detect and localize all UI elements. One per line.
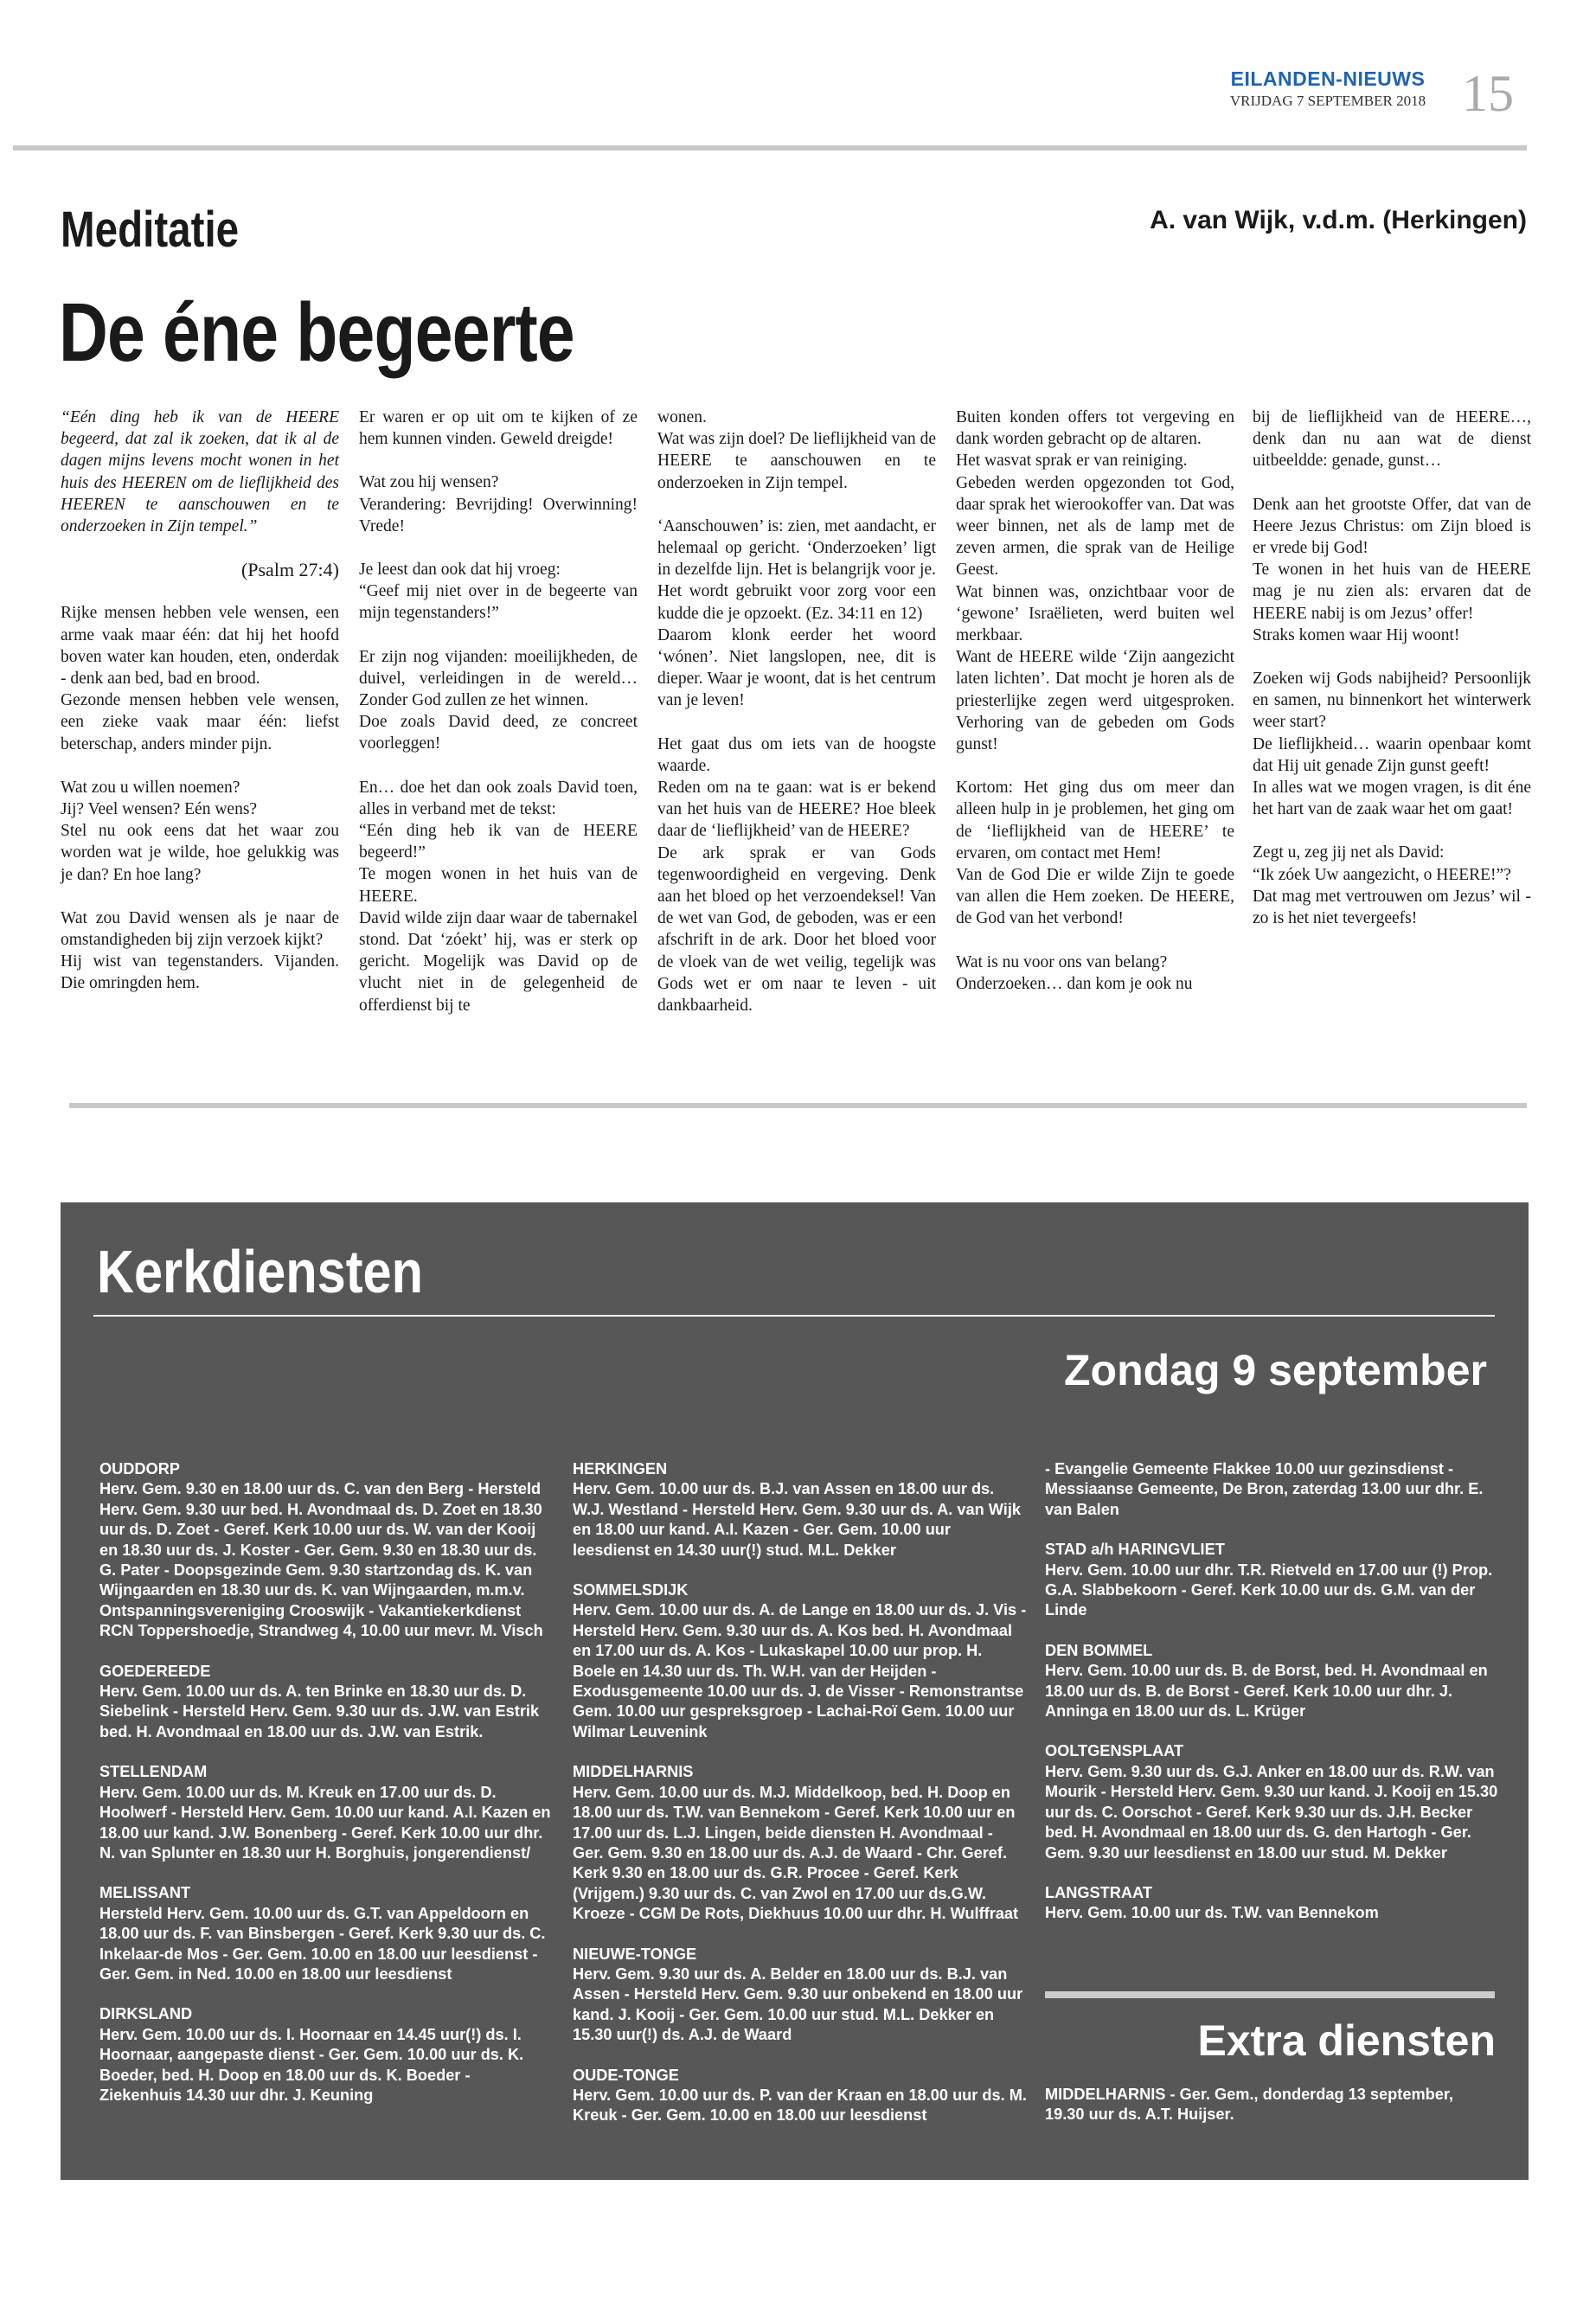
service-entry [99,1459,554,1642]
service-entry [1045,1641,1499,1722]
article-paragraph: Er zijn nog vijanden: moeilijkheden, de duivel, verleidingen in de wereld… Zonder God zullen ze het winnen. Doe zoals David deed, ze concreet voorleggen! [359,647,638,753]
service-details: Herv. Gem. 10.00 uur dhr. T.R. Rietveld en 17.00 uur (!) Prop. G.A. Slabbekoorn - Geref. Kerk 10.00 uur ds. G.M. van der Linde [1045,1561,1493,1619]
service-details: Herv. Gem. 9.30 uur ds. A. Belder en 18.00 uur ds. B.J. van Assen - Hersteld Herv. Gem. 9.30 uur onbekend en 18.00 uur kand. J. Kooij - Ger. Gem. 10.00 uur stud. M.L. Dekker en 15.30 uur(!) ds. A.J. de Waard [573,1965,1023,2044]
column-paragraphs [61,602,339,994]
services-column-3 [1045,1459,1499,1944]
service-place: SOMMELSDIJK [573,1581,689,1599]
service-entry [1045,1741,1499,1862]
service-details: Herv. Gem. 10.00 uur ds. T.W. van Bennekom [1045,1904,1379,1922]
newspaper-logo: EILANDEN-NIEUWS [1230,67,1426,90]
kerkdiensten-title: Kerkdiensten [97,1238,423,1305]
kerkdiensten-box [61,1202,1529,2180]
article-paragraph: Er waren er op uit om te kijken of ze hem kunnen vinden. Geweld dreigde! [359,408,638,449]
service-details: Hersteld Herv. Gem. 10.00 uur ds. G.T. van Appeldoorn en 18.00 uur ds. F. van Binsbergen - Geref. Kerk 9.30 uur ds. C. Inkelaar-de Mos - Ger. Gem. 10.00 en 18.00 uur leesdienst - Ger. Gem. in Ned. 10.00 en 18.00 uur leesdienst [99,1904,546,1983]
service-place: LANGSTRAAT [1045,1883,1152,1901]
masthead [1228,67,1427,110]
service-entry [1045,1540,1499,1621]
top-divider [13,145,1527,151]
extra-services-title: Extra diensten [1197,2016,1496,2065]
article-paragraph: Het gaat dus om iets van de hoogste waarde. Reden om na te gaan: wat is er bekend van het huis van de HEERE? Hoe bleek daar de ‘lieflijkheid’ van de HEERE? De ark sprak er van Gods tegenwoordigheid en vergeving. Denk aan het bloed op het verzoendeksel! Van de wet van God, de geboden, was er een afschrift in de ark. Door het bloed voor de vloek van de wet veilig, tegelijk was Gods wet er om naar te leven - uit dankbaarheid. [657,734,936,1016]
article-paragraph: Wat zou u willen noemen? Jij? Veel wensen? Eén wens? Stel nu ook eens dat het waar zou worden wat je wilde, hoe gelukkig was je dan? En hoe lang? [61,778,339,884]
extra-services-text: MIDDELHARNIS - Ger. Gem., donderdag 13 september, 19.30 uur ds. A.T. Huijser. [1045,2086,1453,2124]
service-details: Herv. Gem. 10.00 uur ds. M.J. Middelkoop, bed. H. Doop en 18.00 uur ds. T.W. van Bennekom - Geref. Kerk 10.00 uur en 17.00 uur ds. L.J. Lingen, beide diensten H. Avondmaal - Ger. Gem. 9.30 en 18.00 uur ds. A.J. de Waard - Chr. Geref. Kerk 9.30 en 18.00 uur ds. G.R. Procee - Geref. Kerk (Vrijgem.) 9.30 uur ds. C. van Zwol en 17.00 uur ds.G.W. Kroeze - CGM De Rots, Diekhuus 10.00 uur dhr. H. Wulffraat [573,1783,1019,1923]
article-paragraph: En… doe het dan ook zoals David toen, alles in verband met de tekst: “Eén ding heb ik van de HEERE begeerd!” Te mogen wonen in het huis van de HEERE. David wilde zijn daar waar de tabernakel stond. Dat ‘zóekt’ hij, was er sterk op gericht. Mogelijk was David op de vlucht niet in de gelegenheid de offerdienst bij te [359,778,638,1015]
service-details: Herv. Gem. 10.00 uur ds. B.J. van Assen en 18.00 uur ds. W.J. Westland - Hersteld Herv. Gem. 9.30 uur ds. A. van Wijk en 18.00 uur kand. A.I. Kazen - Ger. Gem. 10.00 uur leesdienst en 14.30 uur(!) stud. M.L. Dekker [573,1480,1021,1559]
service-entry [99,1662,554,1743]
service-place: MIDDELHARNIS [573,1763,694,1781]
section-divider [69,1103,1527,1108]
article-headline: De éne begeerte [59,286,574,379]
kerkdiensten-rule [93,1315,1495,1317]
service-entry [573,2066,1027,2126]
service-entry [99,1762,554,1863]
article-paragraph: Wat zou David wensen als je naar de omstandigheden bij zijn verzoek kijkt? Hij wist van tegenstanders. Vijanden. Die omringden hem. [61,908,339,993]
service-entry [1045,1459,1499,1520]
article-paragraph: ‘Aanschouwen’ is: zien, met aandacht, er helemaal op gericht. ‘Onderzoeken’ ligt in dezelfde lijn. Het is belangrijk voor je. Het wordt gebruikt voor zorg voor een kudde die je opzoekt. (Ez. 34:11 en 12) Daarom klonk eerder het woord ‘wónen’. Niet langslopen, nee, dit is dieper. Waar je woont, dat is het centrum van je leven! [657,516,936,710]
service-place: OUDDORP [99,1460,180,1477]
service-place: MELISSANT [99,1884,191,1902]
service-entry [573,1459,1027,1561]
article-paragraph: Kortom: Het ging dus om meer dan alleen hulp in je problemen, het ging om de ‘lieflijkheid van de HEERE’ te ervaren, om contact met Hem! Van de God Die er wilde Zijn te goede van allen die Hem zoeken. De HEERE, de God van het verbond! [956,779,1234,928]
service-place: STAD a/h HARINGVLIET [1045,1541,1225,1559]
service-entry [99,2004,554,2106]
section-label: Meditatie [61,202,240,258]
service-place: HERKINGEN [573,1460,668,1477]
article-column-5 [1253,407,1531,951]
column-paragraphs [657,407,936,1016]
service-details: Herv. Gem. 10.00 uur ds. M. Kreuk en 17.00 uur ds. D. Hoolwerf - Hersteld Herv. Gem. 10.00 uur kand. A.I. Kazen en 18.00 uur kand. J.W. Bonenberg - Geref. Kerk 10.00 uur dhr. N. van Splunter en 18.30 uur H. Borghuis, jongerendienst/ [99,1783,551,1862]
service-place: OUDE-TONGE [573,2066,679,2084]
extra-divider [1045,1991,1495,1998]
quote-reference: (Psalm 27:4) [240,559,339,581]
service-details: Herv. Gem. 10.00 uur ds. I. Hoornaar en 14.45 uur(!) ds. I. Hoornaar, aangepaste dienst - Ger. Gem. 10.00 uur ds. K. Boeder, bed. H. Doop en 18.00 uur ds. K. Boeder - Ziekenhuis 14.30 uur dhr. J. Keuning [99,2025,524,2104]
article-paragraph: Zegt u, zeg jij net als David: “Ik zóek Uw aangezicht, o HEERE!”? Dat mag met vertrouwen om Jezus’ wil - zo is het niet tevergeefs! [1253,843,1531,928]
article-column-3 [657,407,936,1038]
article-paragraph: Je leest dan ook dat hij vroeg: “Geef mij niet over in de begeerte van mijn tegenstanders!” [359,561,638,623]
article-paragraph: Zoeken wij Gods nabijheid? Persoonlijk en samen, nu binnenkort het winterwerk weer start? De lieflijkheid… waarin openbaar komt dat Hij uit genade Zijn gunst geeft! In alles wat we mogen vragen, is dit éne het hart van de zaak waar het om gaat! [1253,670,1531,819]
article-column-2 [359,407,638,1038]
service-details: Herv. Gem. 10.00 uur ds. A. ten Brinke en 18.30 uur ds. D. Siebelink - Hersteld Herv. Gem. 9.30 uur ds. J.W. van Estrik bed. H. Avondmaal en 18.00 uur ds. J.W. van Estrik. [99,1682,540,1740]
service-place: NIEUWE-TONGE [573,1945,697,1963]
service-place: GOEDEREEDE [99,1662,211,1680]
service-entry [573,1945,1027,2046]
article-column-1 [61,407,339,1016]
article-column-4 [956,407,1234,1016]
column-paragraphs [956,407,1234,995]
article-paragraph: Wat zou hij wensen? Verandering: Bevrijding! Overwinning! Vrede! [359,473,638,535]
service-place: DIRKSLAND [99,2005,193,2023]
service-entry [99,1883,554,1984]
services-column-2 [573,1459,1027,2146]
service-details: Herv. Gem. 9.30 en 18.00 uur ds. C. van den Berg - Hersteld Herv. Gem. 9.30 uur bed. H. Avondmaal ds. D. Zoet en 18.30 uur ds. D. Zoet - Geref. Kerk 10.00 uur ds. W. van der Kooij en 18.30 uur ds. J. Koster - Ger. Gem. 9.30 en 18.30 uur ds. G. Pater - Doopsgezinde Gem. 9.30 startzondag ds. K. van Wijngaarden en 18.30 uur ds. K. van Wijngaarden, m.m.v. Ontspanningsvereniging Crooswijk - Vakantiekerkdienst RCN Toppershoedje, Strandweg 4, 10.00 uur mevr. M. Visch [99,1480,543,1640]
article-paragraph: Rijke mensen hebben vele wensen, een arme vaak maar één: dat hij het hoofd boven water kan houden, eten, onderdak - denk aan bed, bad en brood. Gezonde mensen hebben vele wensen, een zieke vaak maar één: liefst beterschap, anders minder pijn. [61,604,339,753]
article-paragraph: Denk aan het grootste Offer, dat van de Heere Jezus Christus: om Zijn bloed is er vrede bij God! Te wonen in het huis van de HEERE mag je nu zien als: ervaren dat de HEERE nabij is om Jezus’ offer! Straks komen waar Hij woont! [1253,495,1531,644]
service-entry [573,1580,1027,1742]
service-entry [573,1762,1027,1924]
service-details: - Evangelie Gemeente Flakkee 10.00 uur gezinsdienst - Messiaanse Gemeente, De Bron, zaterdag 13.00 uur dhr. E. van Balen [1045,1460,1484,1518]
page-number: 15 [1462,65,1514,122]
service-details: Herv. Gem. 10.00 uur ds. P. van der Kraan en 18.00 uur ds. M. Kreuk - Ger. Gem. 10.00 en 18.00 uur leesdienst [573,2086,1027,2125]
service-details: Herv. Gem. 10.00 uur ds. B. de Borst, bed. H. Avondmaal en 18.00 uur ds. B. de Borst - Geref. Kerk 10.00 uur dhr. J. Anninga en 18.00 uur ds. L. Krüger [1045,1662,1488,1721]
article-author: A. van Wijk, v.d.m. (Herkingen) [1150,206,1527,234]
service-details: Herv. Gem. 9.30 uur ds. G.J. Anker en 18.00 uur ds. R.W. van Mourik - Hersteld Herv. Gem. 9.30 uur kand. J. Kooij en 15.30 uur ds. C. Oorschot - Geref. Kerk 9.30 uur ds. J.H. Becker bed. H. Avondmaal en 18.00 uur ds. G. den Hartogh - Ger. Gem. 9.30 uur leesdienst en 18.00 uur stud. M. Dekker [1045,1762,1498,1862]
column-paragraphs [1253,407,1531,929]
article-paragraph: Wat is nu voor ons van belang? Onderzoeken… dan kom je ook nu [956,952,1193,993]
service-date-heading: Zondag 9 september [1064,1346,1487,1394]
service-place: OOLTGENSPLAAT [1045,1742,1183,1760]
article-paragraph: wonen. Wat was zijn doel? De lieflijkheid van de HEERE te aanschouwen en te onderzoeken in Zijn tempel. [657,408,936,492]
service-entry [1045,1883,1499,1924]
column-paragraphs [359,407,638,1016]
article-paragraph: bij de lieflijkheid van de HEERE…, denk dan nu aan wat de dienst uitbeeldde: genade, gunst… [1253,408,1531,471]
issue-date: VRIJDAG 7 SEPTEMBER 2018 [1229,93,1426,109]
bible-quote: “Eén ding heb ik van de HEERE begeerd, dat zal ik zoeken, dat ik al de dagen mijns levens mocht wonen in het huis des HEEREN om de lieflijkheid des HEEREN te aanschouwen en te onderzoeken in Zijn tempel.” [61,408,339,536]
service-place: STELLENDAM [99,1763,208,1781]
article-paragraph: Buiten konden offers tot vergeving en dank worden gebracht op de altaren. Het wasvat sprak er van reiniging. Gebeden werden opgezonden tot God, daar sprak het wierookoffer van. Dat was weer binnen, net als de lamp met de zeven armen, die sprak van de Heilige Geest. Wat binnen was, onzichtbaar voor de ‘gewone’ Israëlieten, werd buiten wel merkbaar. Want de HEERE wilde ‘Zijn aangezicht laten lichten’. Dat mocht je horen als de priesterlijke zegen werd uitgesproken. Verhoring van de gebeden om Gods gunst! [956,408,1234,754]
service-place: DEN BOMMEL [1045,1641,1153,1659]
services-column-1 [99,1459,554,2125]
service-details: Herv. Gem. 10.00 uur ds. A. de Lange en 18.00 uur ds. J. Vis - Hersteld Herv. Gem. 9.30 uur ds. A. Kos bed. H. Avondmaal en 17.00 uur ds. A. Kos - Lukaskapel 10.00 uur prop. H. Boele en 14.30 uur ds. Th. W.H. van der Heijden - Exodusgemeente 10.00 uur ds. J. de Visser - Remonstrantse Gem. 10.00 uur gespreksgroep - Lachai-Roï Gem. 10.00 uur Wilmar Leuvenink [573,1601,1027,1740]
